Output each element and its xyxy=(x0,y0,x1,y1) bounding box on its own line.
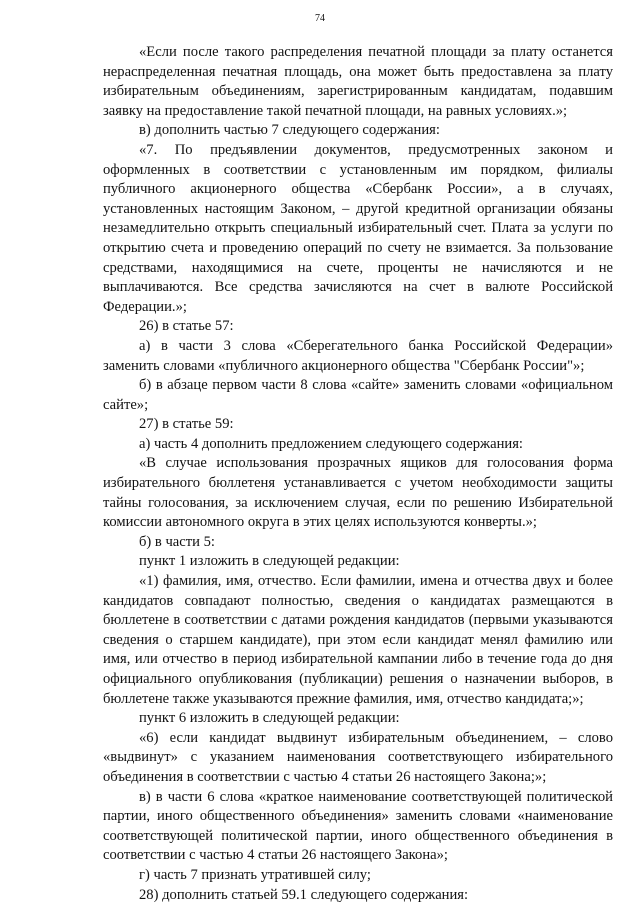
paragraph: г) часть 7 признать утратившей силу; xyxy=(139,866,371,883)
paragraph: а) часть 4 дополнить предложением следующего содержания: xyxy=(139,435,523,452)
paragraph: «В случае использования прозрачных ящиков для голосования форма избирательного бюллетеня устанавливается с учетом необходимости защиты тайны голосования, за исключением случая, если по решению Избирательной комиссии автономного округа в этих целях используются конверты.»; xyxy=(103,455,613,531)
paragraph: «6) если кандидат выдвинут избирательным объединением, – слово «выдвинут» с указанием наименования соответствующего избирательного объединения в соответствии с частью 4 статьи 26 настоящего Закона;»; xyxy=(103,729,613,785)
paragraph: «1) фамилия, имя, отчество. Если фамилии, имена и отчества двух и более кандидатов совпадают полностью, сведения о кандидатах размещаются в бюллетене в соответствии с датами рождения кандидатов (первыми указываются сведения о старшем кандидате), при этом если кандидат менял фамилию или имя, или отчество в период избирательной кампании либо в течение года до дня официального опубликования (публикации) решения о назначении выборов, в бюллетене также указываются прежние фамилия, имя, отчество кандидата;»; xyxy=(103,573,613,707)
paragraph: пункт 6 изложить в следующей редакции: xyxy=(139,710,400,727)
paragraph: пункт 1 изложить в следующей редакции: xyxy=(139,553,400,570)
paragraph: в) дополнить частью 7 следующего содержания: xyxy=(139,122,440,139)
paragraph: 27) в статье 59: xyxy=(139,416,234,433)
document-body xyxy=(103,43,613,905)
paragraph: 28) дополнить статьей 59.1 следующего содержания: xyxy=(139,886,469,903)
paragraph: 26) в статье 57: xyxy=(139,318,234,335)
paragraph: «7. По предъявлении документов, предусмотренных законом и оформленных в соответствии с установленным им порядком, филиалы публичного акционерного общества «Сбербанк России», а в случаях, установленных настоящим Законом, – другой кредитной организации обязаны незамедлительно открыть специальный избирательный счет. Плата за услуги по открытию счета и проведению операций по счету не взимается. За пользование средствами, находящимися на счете, проценты не начисляются и не выплачиваются. Все средства зачисляются на счет в валюте Российской Федерации.»; xyxy=(103,141,613,315)
paragraph: «Если после такого распределения печатной площади за плату останется нераспределенная печатная площадь, она может быть предоставлена за плату избирательным объединениям, зарегистрированным кандидатам, подавшим заявку на предоставление такой печатной площади, на равных условиях.»; xyxy=(103,44,613,119)
paragraph: а) в части 3 слова «Сберегательного банка Российской Федерации» заменить словами «публичного акционерного общества "Сбербанк России"»; xyxy=(103,337,613,374)
paragraph: б) в части 5: xyxy=(139,533,215,550)
paragraph: б) в абзаце первом части 8 слова «сайте» заменить словами «официальном сайте»; xyxy=(103,377,613,413)
paragraph: в) в части 6 слова «краткое наименование соответствующей политической партии, иного общественного объединения» заменить словами «наименование соответствующей политической партии, иного общественного объединения в соответствии с частью 4 статьи 26 настоящего Закона»; xyxy=(103,788,613,864)
page-number: 74 xyxy=(315,13,325,24)
